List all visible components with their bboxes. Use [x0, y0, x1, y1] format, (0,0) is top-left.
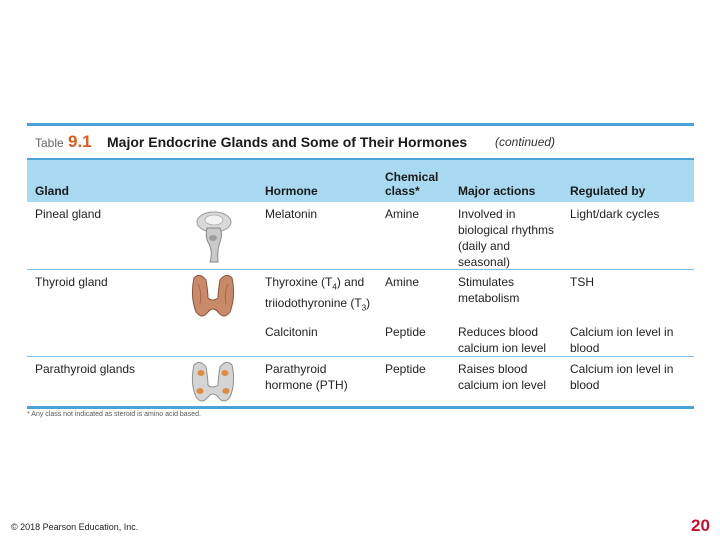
actions-line: calcium ion level — [458, 378, 547, 392]
cell-hormone — [265, 274, 370, 317]
cell-hormone — [265, 361, 348, 393]
regulated-line: Calcium ion level in — [570, 325, 674, 339]
copyright-notice: © 2018 Pearson Education, Inc. — [11, 522, 139, 532]
hormone-subscript: 3 — [361, 303, 367, 313]
hormone-text: Thyroxine (T — [265, 275, 333, 289]
thyroid-gland-illustration — [190, 272, 236, 320]
actions-line: Reduces blood — [458, 325, 539, 339]
table-label: Table — [35, 136, 64, 150]
hormone-text: ) — [366, 296, 371, 311]
pineal-gland-illustration — [193, 208, 235, 264]
header-chemical-class — [385, 170, 438, 198]
cell-regulated — [570, 361, 673, 393]
table-footnote: * Any class not indicated as steroid is amino acid based. — [27, 411, 201, 418]
cell-regulated: TSH — [570, 275, 594, 289]
cell-actions — [458, 361, 546, 393]
table-header-row — [27, 160, 694, 202]
header-gland: Gland — [35, 184, 70, 198]
cell-hormone: Calcitonin — [265, 325, 318, 339]
cell-gland: Pineal gland — [35, 207, 102, 221]
cell-gland: Thyroid gland — [35, 275, 108, 289]
cell-gland: Parathyroid glands — [35, 362, 136, 376]
table-row — [27, 202, 694, 268]
endocrine-table — [27, 123, 694, 409]
cell-hormone: Melatonin — [265, 207, 318, 221]
actions-line: biological rhythms — [458, 223, 555, 237]
cell-class: Amine — [385, 275, 420, 289]
table-row — [27, 270, 694, 320]
actions-line: Stimulates — [458, 275, 515, 289]
header-major-actions: Major actions — [458, 184, 536, 198]
cell-actions — [458, 324, 546, 356]
table-row — [27, 357, 694, 407]
page-number: 20 — [691, 516, 710, 535]
cell-regulated — [570, 324, 673, 356]
regulated-line: blood — [570, 378, 600, 392]
cell-class: Amine — [385, 207, 420, 221]
actions-line: Involved in — [458, 207, 516, 221]
hormone-subscript: 4 — [332, 282, 337, 292]
header-chemical-line1: Chemical — [385, 170, 439, 184]
header-chemical-line2: class* — [385, 184, 420, 198]
regulated-line: blood — [570, 341, 600, 355]
hormone-text: ) and — [336, 275, 365, 289]
actions-line: Raises blood — [458, 362, 528, 376]
table-title-bar — [27, 126, 694, 160]
header-hormone: Hormone — [265, 184, 318, 198]
actions-line: (daily and — [458, 239, 511, 253]
actions-line: metabolism — [458, 291, 520, 305]
hormone-text: Parathyroid — [265, 362, 327, 376]
cell-actions — [458, 206, 554, 270]
parathyroid-glands-illustration — [190, 359, 236, 405]
actions-line: calcium ion level — [458, 341, 547, 355]
cell-regulated: Light/dark cycles — [570, 207, 660, 221]
actions-line: seasonal) — [458, 255, 511, 269]
regulated-line: Calcium ion level in — [570, 362, 674, 376]
table-title: Major Endocrine Glands and Some of Their Hormones — [107, 134, 468, 150]
hormone-text: hormone (PTH) — [265, 378, 348, 392]
table-number: 9.1 — [68, 132, 92, 151]
table-row — [27, 320, 694, 356]
cell-class: Peptide — [385, 362, 426, 376]
table-continued: (continued) — [495, 135, 556, 149]
cell-actions — [458, 274, 519, 306]
header-regulated-by: Regulated by — [570, 184, 646, 198]
hormone-text: triiodothyronine (T — [265, 296, 362, 311]
cell-class: Peptide — [385, 325, 426, 339]
